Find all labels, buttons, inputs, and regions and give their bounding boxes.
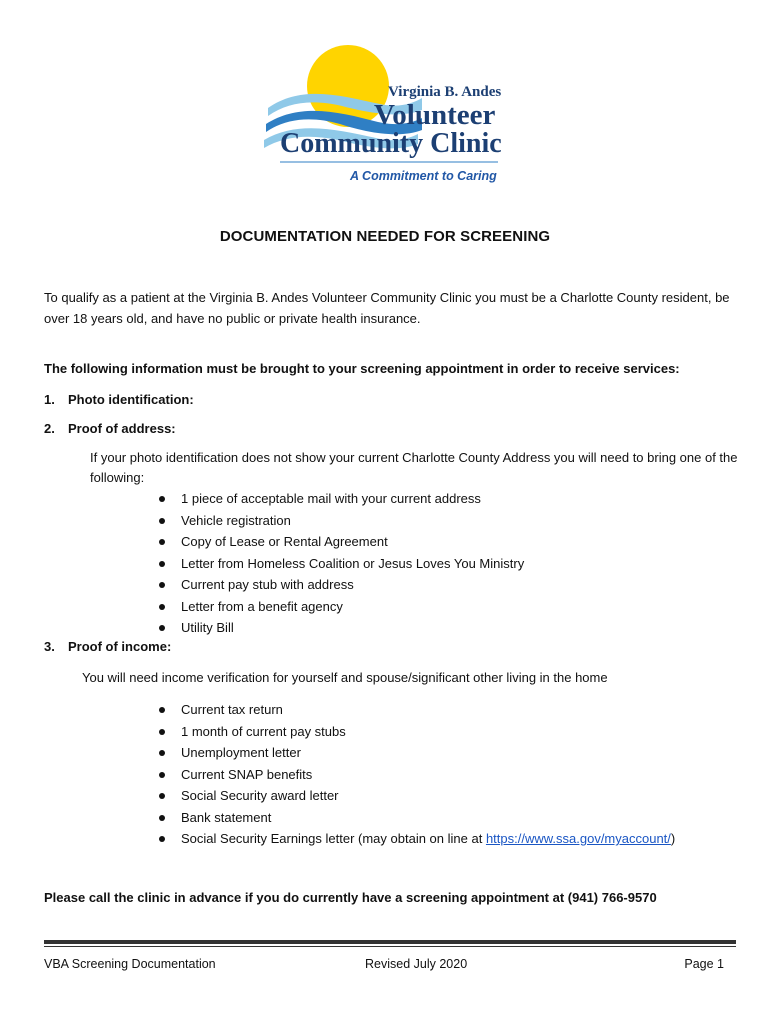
logo-name-line2: Volunteer: [374, 99, 496, 131]
bullet-icon: [159, 604, 165, 610]
logo-name-line1: Virginia B. Andes: [388, 84, 502, 100]
bullet-icon: [159, 836, 165, 842]
logo-name-line3: Community Clinic: [280, 128, 502, 159]
item-label: Photo identification:: [68, 392, 194, 407]
bullet-icon: [159, 793, 165, 799]
item-proof-of-address: [44, 421, 176, 436]
bullet-icon: [159, 518, 165, 524]
footer-divider: [44, 940, 736, 944]
bullet-icon: [159, 625, 165, 631]
list-item: Social Security award letter: [156, 785, 675, 807]
bullet-icon: [159, 815, 165, 821]
list-item: Bank statement: [156, 807, 675, 829]
income-note: You will need income verification for yourself and spouse/significant other living in the home: [82, 670, 608, 685]
footer-page-number: Page 1: [684, 957, 724, 971]
bullet-icon: [159, 539, 165, 545]
bullet-icon: [159, 729, 165, 735]
list-item: Vehicle registration: [156, 510, 524, 532]
footer-revision-date: Revised July 2020: [365, 957, 468, 971]
item-number: 1.: [44, 392, 55, 407]
bullet-icon: [159, 707, 165, 713]
list-item: Current tax return: [156, 699, 675, 721]
requirement-heading: The following information must be brought to your screening appointment in order to receive services:: [44, 361, 680, 376]
bullet-icon: [159, 561, 165, 567]
intro-paragraph: To qualify as a patient at the Virginia B. Andes Volunteer Community Clinic you must be a Charlotte County resident, be over 18 years old, and have no public or private health insurance.: [44, 290, 730, 326]
item-number: 3.: [44, 639, 55, 654]
logo-tagline: A Commitment to Caring: [350, 169, 497, 183]
document-title: DOCUMENTATION NEEDED FOR SCREENING: [219, 228, 551, 245]
list-item: Copy of Lease or Rental Agreement: [156, 531, 524, 553]
list-item: Letter from a benefit agency: [156, 596, 524, 618]
item-proof-of-income: [44, 639, 171, 654]
bullet-icon: [159, 582, 165, 588]
bullet-icon: [159, 772, 165, 778]
item-label: Proof of address:: [68, 421, 176, 436]
ssa-account-link[interactable]: https://www.ssa.gov/myaccount/: [485, 831, 671, 846]
clinic-logo-graphic: [262, 44, 504, 190]
list-item: Letter from Homeless Coalition or Jesus Loves You Ministry: [156, 553, 524, 575]
address-document-list: [156, 488, 524, 639]
list-item: Current pay stub with address: [156, 574, 524, 596]
item-number: 2.: [44, 421, 55, 436]
item-label: Proof of income:: [68, 639, 172, 654]
income-document-list: [156, 699, 675, 850]
address-note: If your photo identification does not show your current Charlotte County Address you will need to bring one of the following:: [90, 450, 738, 485]
list-item: Utility Bill: [156, 617, 524, 639]
list-item: 1 piece of acceptable mail with your current address: [156, 488, 524, 510]
footer-document-name: VBA Screening Documentation: [44, 957, 216, 971]
list-item: Current SNAP benefits: [156, 764, 675, 786]
clinic-logo: [262, 44, 504, 190]
bullet-icon: [159, 496, 165, 502]
bullet-icon: [159, 750, 165, 756]
call-clinic-note: Please call the clinic in advance if you do currently have a screening appointment at (941) 766-9570: [44, 890, 657, 905]
footer-divider-thin: [44, 946, 736, 947]
item-photo-identification: [44, 392, 194, 407]
list-item: Social Security Earnings letter (may obtain on line at https://www.ssa.gov/myaccount/): [156, 828, 675, 850]
list-item: 1 month of current pay stubs: [156, 721, 675, 743]
list-item: Unemployment letter: [156, 742, 675, 764]
